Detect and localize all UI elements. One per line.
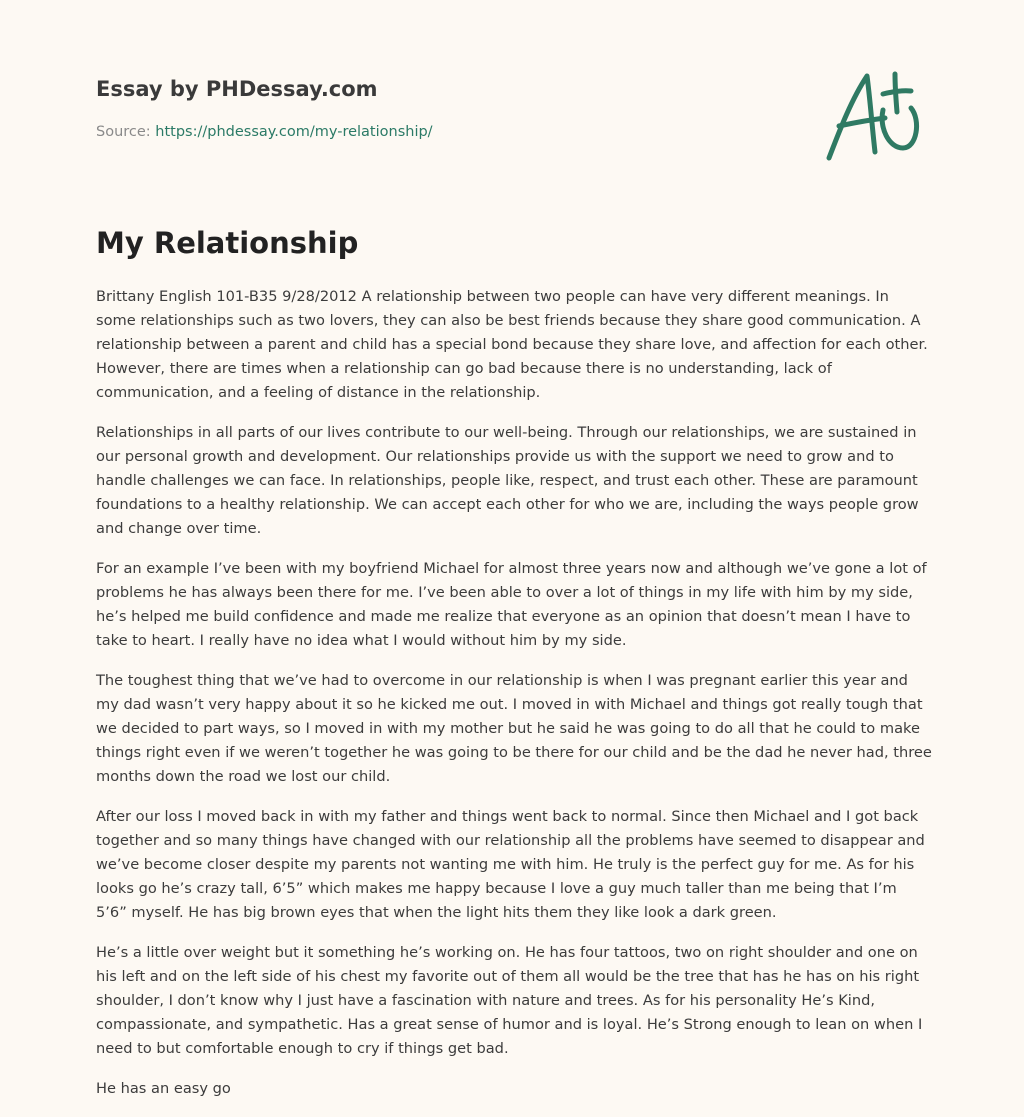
source-line <box>96 124 433 140</box>
source-label: Source: <box>96 124 151 140</box>
a-plus-logo-icon <box>825 68 925 166</box>
essay-paragraph: He’s a little over weight but it something he’s working on. He has four tattoos, two on right shoulder and one on his left and on the left side of his chest my favorite out of them all would be the tree that has he has on his right shoulder, I don’t know why I just have a fascination with nature and trees. As for his personality He’s Kind, compassionate, and sympathetic. Has a great sense of humor and is loyal. He’s Strong enough to lean on when I need to but comfortable enough to cry if things get bad. <box>96 944 923 1057</box>
essay-paragraph: After our loss I moved back in with my father and things went back to normal. Since then Michael and I got back together and so many things have changed with our relationship all the problems have seemed to disappear and we’ve become closer despite my parents not wanting me with him. He truly is the perfect guy for me. As for his looks go he’s crazy tall, 6’5” which makes me happy because I love a guy much taller than me being that I’m 5’6” myself. He has big brown eyes that when the light hits them they like look a dark green. <box>96 808 925 921</box>
essay-paragraph: For an example I’ve been with my boyfriend Michael for almost three years now and although we’ve gone a lot of problems he has always been there for me. I’ve been able to over a lot of things in my life with him by my side, he’s helped me build confidence and made me realize that everyone as an opinion that doesn’t mean I have to take to heart. I really have no idea what I would without him by my side. <box>96 560 927 649</box>
source-link[interactable]: https://phdessay.com/my-relationship/ <box>155 124 433 140</box>
essay-paragraph: He has an easy go <box>96 1080 231 1097</box>
essay-paragraph: Relationships in all parts of our lives contribute to our well-being. Through our relationships, we are sustained in our personal growth and development. Our relationships provide us with the support we need to grow and to handle challenges we can face. In relationships, people like, respect, and trust each other. These are paramount foundations to a healthy relationship. We can accept each other for who we are, including the ways people grow and change over time. <box>96 424 919 537</box>
essay-paragraph: The toughest thing that we’ve had to overcome in our relationship is when I was pregnant earlier this year and my dad wasn’t very happy about it so he kicked me out. I moved in with Michael and things got really tough that we decided to part ways, so I moved in with my mother but he said he was going to do all that he could to make things right even if we weren’t together he was going to be there for our child and be the dad he never had, three months down the road we lost our child. <box>96 672 932 785</box>
site-title: Essay by PHDessay.com <box>96 77 378 101</box>
essay-body <box>96 285 932 1117</box>
essay-paragraph: Brittany English 101-B35 9/28/2012 A relationship between two people can have very different meanings. In some relationships such as two lovers, they can also be best friends because they share good communication. A relationship between a parent and child has a special bond because they share love, and affection for each other. However, there are times when a relationship can go bad because there is no understanding, lack of communication, and a feeling of distance in the relationship. <box>96 288 928 401</box>
essay-title: My Relationship <box>96 226 359 260</box>
